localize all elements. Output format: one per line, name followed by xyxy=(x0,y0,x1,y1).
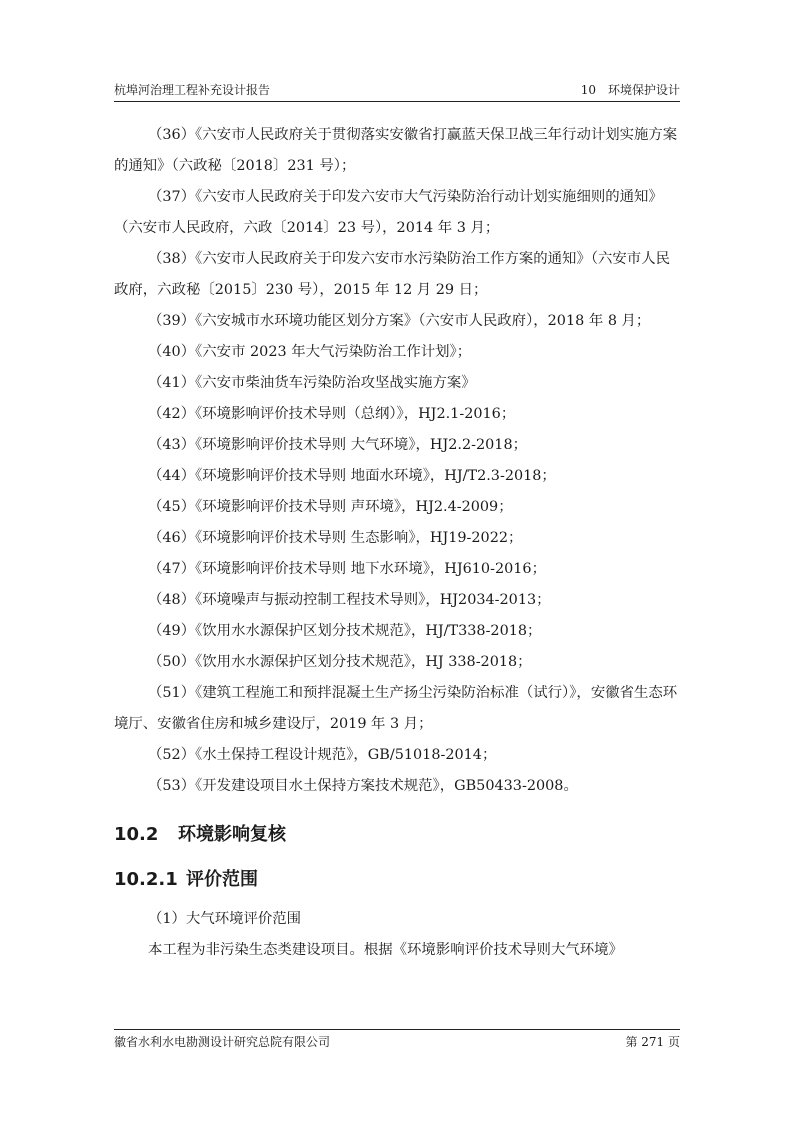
reference-item: （49）《饮用水水源保护区划分技术规范》，HJ/T338-2018； xyxy=(148,623,542,639)
reference-item: （37）《六安市人民政府关于印发六安市大气污染防治行动计划实施细则的通知》（六安市人民政府，六政〔2014〕23 号），2014 年 3 月； xyxy=(114,189,663,236)
page-body xyxy=(114,120,680,966)
header-divider xyxy=(114,101,680,102)
reference-item: （42）《环境影响评价技术导则（总纲）》，HJ2.1-2016； xyxy=(148,406,516,422)
reference-item: （38）《六安市人民政府关于印发六安市水污染防治工作方案的通知》（六安市人民政府，六政秘〔2015〕230 号），2015 年 12 月 29 日； xyxy=(114,251,670,298)
reference-item: （52）《水土保持工程设计规范》，GB/51018-2014； xyxy=(148,747,497,763)
header-chapter-title: 10 环境保护设计 xyxy=(580,83,680,97)
item-heading: （1）大气环境评价范围 xyxy=(148,911,302,927)
header-report-title: 杭埠河治理工程补充设计报告 xyxy=(114,83,271,97)
reference-item: （53）《开发建设项目水土保持方案技术规范》，GB50433-2008。 xyxy=(148,778,578,794)
reference-item: （47）《环境影响评价技术导则 地下水环境》，HJ610-2016； xyxy=(148,561,546,577)
reference-item: （43）《环境影响评价技术导则 大气环境》，HJ2.2-2018； xyxy=(148,437,527,453)
reference-item: （40）《六安市 2023 年大气污染防治工作计划》； xyxy=(148,344,472,360)
page-header xyxy=(114,80,680,100)
section-heading xyxy=(114,818,680,852)
subsection-title: 评价范围 xyxy=(186,869,258,890)
section-title: 环境影响复核 xyxy=(178,824,286,845)
reference-item: （41）《六安市柴油货车污染防治攻坚战实施方案》 xyxy=(148,375,476,391)
reference-item: （44）《环境影响评价技术导则 地面水环境》，HJ/T2.3-2018； xyxy=(148,468,556,484)
subsection-heading xyxy=(114,862,680,898)
section-number: 10.2 xyxy=(114,824,159,845)
page-footer xyxy=(114,1032,680,1052)
subsection-number: 10.2.1 xyxy=(114,869,178,890)
reference-item: （46）《环境影响评价技术导则 生态影响》，HJ19-2022； xyxy=(148,530,523,546)
reference-item: （36）《六安市人民政府关于贯彻落实安徽省打赢蓝天保卫战三年行动计划实施方案的通知》（六政秘〔2018〕231 号）； xyxy=(114,127,678,174)
reference-item: （50）《饮用水水源保护区划分技术规范》，HJ 338-2018； xyxy=(148,654,532,670)
reference-list xyxy=(114,120,680,802)
footer-divider xyxy=(114,1029,680,1030)
footer-organization: 徽省水利水电勘测设计研究总院有限公司 xyxy=(114,1035,331,1049)
reference-item: （51）《建筑工程施工和预拌混凝土生产扬尘污染防治标准（试行）》，安徽省生态环境厅、安徽省住房和城乡建设厅，2019 年 3 月； xyxy=(114,685,678,732)
reference-item: （39）《六安城市水环境功能区划分方案》（六安市人民政府），2018 年 8 月； xyxy=(148,313,651,329)
footer-page-number: 第 271 页 xyxy=(625,1035,680,1049)
reference-item: （48）《环境噪声与振动控制工程技术导则》，HJ2034-2013； xyxy=(148,592,551,608)
reference-item: （45）《环境影响评价技术导则 声环境》，HJ2.4-2009； xyxy=(148,499,513,515)
body-paragraph: 本工程为非污染生态类建设项目。根据《环境影响评价技术导则大气环境》 xyxy=(148,942,623,958)
